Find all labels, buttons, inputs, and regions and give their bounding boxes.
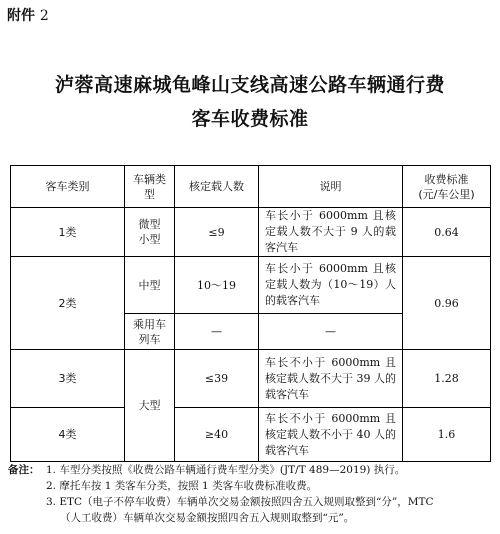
table-row xyxy=(11,208,491,257)
cell-description: 车长不小于 6000mm 且核定载人数不小于 40 人的载客汽车 xyxy=(259,408,403,462)
header-description: 说明 xyxy=(259,166,403,208)
table-row xyxy=(11,350,491,408)
cell-vehicle-type: 中型 xyxy=(125,257,175,314)
page-title-line2: 客车收费标准 xyxy=(191,108,309,130)
note-text: 2. 摩托车按 1 类客车分类，按照 1 类客车收费标准收费。 xyxy=(46,480,318,492)
note-text: 3. ETC（电子不停车收费）车辆单次交易金额按照四舍五入规则取整到“分”，MTC xyxy=(46,496,434,508)
header-rate-line2: (元/车公里) xyxy=(418,187,475,201)
note-text: 1. 车型分类按照《收费公路车辆通行费车型分类》(JT/T 489—2019) 执行。 xyxy=(46,464,406,476)
cell-subtype-line2: 列车 xyxy=(138,332,161,346)
cell-description: 车长小于 6000mm 且核定载人数为（10～19）人的载客汽车 xyxy=(259,257,403,314)
fee-standard-table xyxy=(10,165,491,462)
page-title-line1: 泸蓉高速麻城龟峰山支线高速公路车辆通行费 xyxy=(54,74,445,96)
cell-rate: 1.28 xyxy=(403,350,491,408)
cell-capacity: 10～19 xyxy=(175,257,259,314)
cell-vehicle-type xyxy=(125,314,175,350)
cell-description: 车长不小于 6000mm 且核定载人数不大于 39 人的载客汽车 xyxy=(259,350,403,408)
header-rate xyxy=(403,166,491,208)
note-text: （人工收费）车辆单次交易金额按照四舍五入规则取整到“元”。 xyxy=(60,512,355,524)
cell-capacity: — xyxy=(175,314,259,350)
cell-vehicle-type xyxy=(125,208,175,257)
note-item xyxy=(8,510,494,526)
cell-rate: 0.96 xyxy=(403,257,491,350)
attachment-text: 附件 xyxy=(7,8,35,24)
table-row xyxy=(11,257,491,314)
header-category: 客车类别 xyxy=(11,166,125,208)
cell-subtype-line1: 乘用车 xyxy=(133,317,166,331)
cell-description: 车长小于 6000mm 且核定载人数不大于 9 人的载客汽车 xyxy=(259,208,403,257)
cell-type-line2: 小型 xyxy=(138,233,161,246)
notes-label: 备注： xyxy=(8,464,40,476)
notes-section xyxy=(8,462,494,526)
header-rate-line1: 收费标准 xyxy=(424,172,469,186)
attachment-label xyxy=(7,5,49,25)
cell-capacity: ≤9 xyxy=(175,208,259,257)
cell-vehicle-type: 大型 xyxy=(125,350,175,462)
cell-description: — xyxy=(259,314,403,350)
note-item xyxy=(8,494,494,510)
cell-category: 3类 xyxy=(11,350,125,408)
cell-capacity: ≤39 xyxy=(175,350,259,408)
note-item xyxy=(8,462,494,478)
table-header-row xyxy=(11,166,491,208)
cell-type-line1: 微型 xyxy=(138,218,161,231)
table-row xyxy=(11,408,491,462)
cell-rate: 1.6 xyxy=(403,408,491,462)
header-vehicle-type-line2: 型 xyxy=(144,187,155,201)
cell-category: 4类 xyxy=(11,408,125,462)
attachment-number: 2 xyxy=(39,8,49,24)
cell-category: 2类 xyxy=(11,257,125,350)
cell-capacity: ≥40 xyxy=(175,408,259,462)
header-vehicle-type-line1: 车辆类 xyxy=(133,172,166,186)
cell-rate: 0.64 xyxy=(403,208,491,257)
header-capacity: 核定载人数 xyxy=(175,166,259,208)
header-vehicle-type xyxy=(125,166,175,208)
cell-category: 1类 xyxy=(11,208,125,257)
note-item xyxy=(8,478,494,494)
